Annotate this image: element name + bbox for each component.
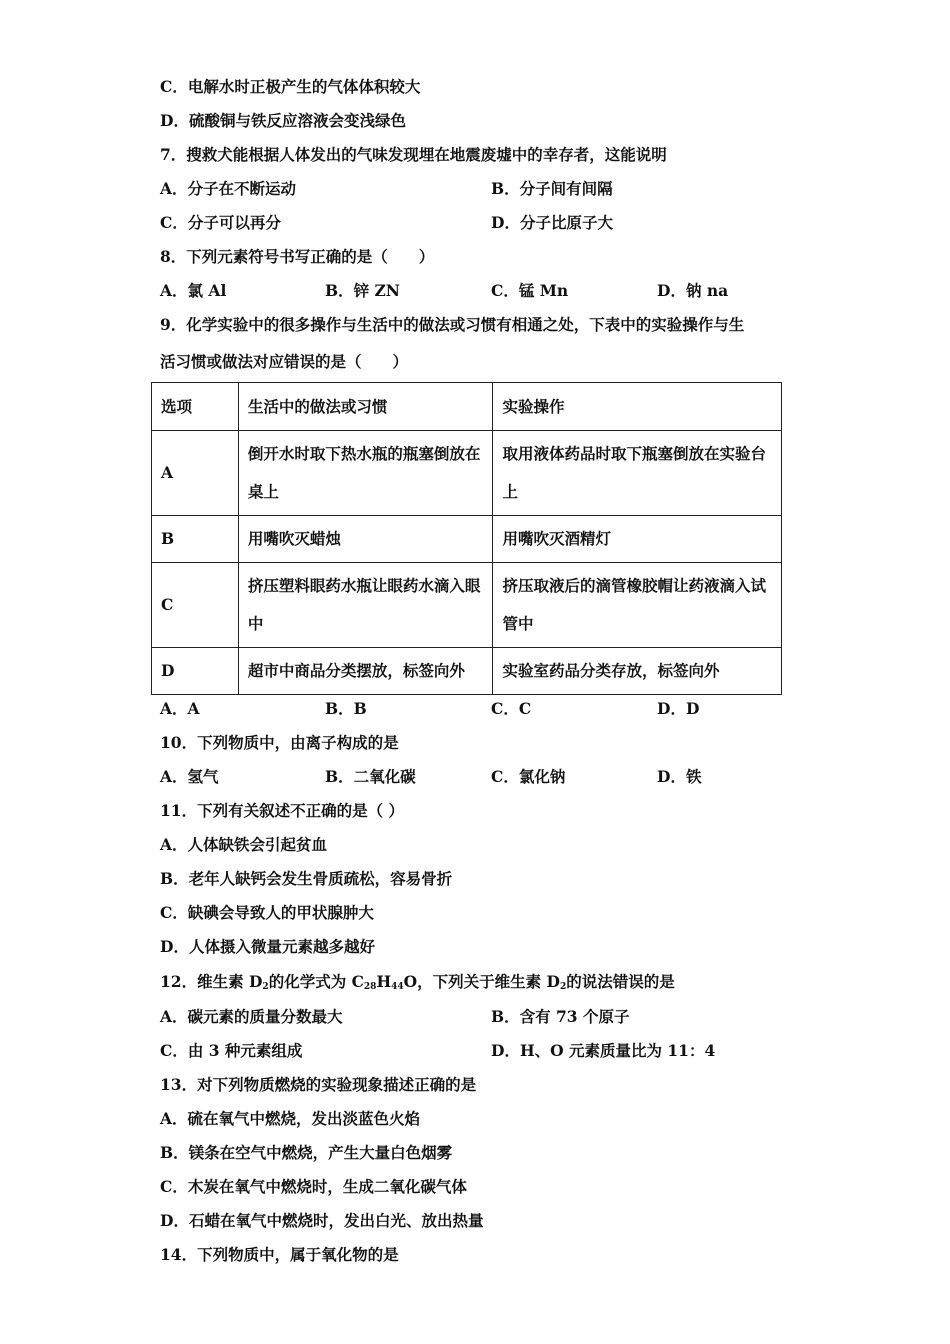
table-cell-option: C <box>152 563 239 648</box>
q9-table <box>151 382 782 695</box>
q13-stem: 13．对下列物质燃烧的实验现象描述正确的是 <box>160 1075 477 1094</box>
q7-option-d: D．分子比原子大 <box>491 213 613 232</box>
q8-option-b: B．锌 ZN <box>325 281 400 300</box>
q12-option-a: A．碳元素的质量分数最大 <box>160 1007 343 1026</box>
table-cell-option: A <box>152 431 239 516</box>
q10-option-c: C．氯化钠 <box>491 767 566 786</box>
table-row <box>152 431 782 516</box>
q6-option-d: D．硫酸铜与铁反应溶液会变浅绿色 <box>160 111 406 130</box>
table-header-experiment: 实验操作 <box>493 383 782 431</box>
q9-stem-line1: 9．化学实验中的很多操作与生活中的做法或习惯有相通之处，下表中的实验操作与生 <box>160 315 745 334</box>
table-header-row <box>152 383 782 431</box>
table-cell-life: 用嘴吹灭蜡烛 <box>238 516 493 563</box>
q10-stem: 10．下列物质中，由离子构成的是 <box>160 733 399 752</box>
q12-option-c: C．由 3 种元素组成 <box>160 1041 303 1060</box>
q10-option-a: A．氢气 <box>160 767 219 786</box>
q6-option-c: C．电解水时正极产生的气体体积较大 <box>160 77 421 96</box>
table-row <box>152 648 782 695</box>
q7-option-a: A．分子在不断运动 <box>160 179 297 198</box>
table-header-life: 生活中的做法或习惯 <box>238 383 493 431</box>
q11-option-c: C．缺碘会导致人的甲状腺肿大 <box>160 903 374 922</box>
q11-option-b: B．老年人缺钙会发生骨质疏松，容易骨折 <box>160 869 453 888</box>
q8-option-c: C．锰 Mn <box>491 281 569 300</box>
q12-option-d: D．H、O 元素质量比为 11：4 <box>491 1041 716 1060</box>
q10-option-d: D．铁 <box>657 767 702 786</box>
table-cell-experiment: 实验室药品分类存放，标签向外 <box>493 648 782 695</box>
q9-option-d: D．D <box>657 699 700 718</box>
q10-option-b: B．二氧化碳 <box>325 767 416 786</box>
q7-stem: 7．搜救犬能根据人体发出的气味发现埋在地震废墟中的幸存者，这能说明 <box>160 145 667 164</box>
q8-option-a: A．氯 Al <box>160 281 227 300</box>
q11-stem: 11．下列有关叙述不正确的是（ ） <box>160 801 404 820</box>
table-header-option: 选项 <box>152 383 239 431</box>
q7-option-c: C．分子可以再分 <box>160 213 281 232</box>
q8-stem: 8．下列元素符号书写正确的是（ ） <box>160 247 435 266</box>
q9-option-c: C．C <box>491 699 532 718</box>
table-cell-life: 超市中商品分类摆放，标签向外 <box>238 648 493 695</box>
table-row <box>152 516 782 563</box>
table-cell-experiment: 挤压取液后的滴管橡胶帽让药液滴入试管中 <box>493 563 782 648</box>
table-cell-experiment: 用嘴吹灭酒精灯 <box>493 516 782 563</box>
q11-option-a: A．人体缺铁会引起贫血 <box>160 835 328 854</box>
table-cell-life: 挤压塑料眼药水瓶让眼药水滴入眼中 <box>238 563 493 648</box>
table-cell-life: 倒开水时取下热水瓶的瓶塞倒放在桌上 <box>238 431 493 516</box>
q9-option-b: B．B <box>325 699 367 718</box>
q13-option-b: B．镁条在空气中燃烧，产生大量白色烟雾 <box>160 1143 453 1162</box>
q13-option-d: D．石蜡在氧气中燃烧时，发出白光、放出热量 <box>160 1211 484 1230</box>
q8-option-d: D．钠 na <box>657 281 729 300</box>
q12-stem: 12．维生素 $D_2$的化学式为 $C_{28}H_{44}O$，下列关于维生素 $D_2$的说法错误的是 <box>160 972 675 992</box>
q11-option-d: D．人体摄入微量元素越多越好 <box>160 937 375 956</box>
q9-option-a: A．A <box>160 699 200 718</box>
q9-stem-line2: 活习惯或做法对应错误的是（ ） <box>160 352 409 371</box>
table-cell-option: D <box>152 648 239 695</box>
table-cell-option: B <box>152 516 239 563</box>
q13-option-c: C．木炭在氧气中燃烧时，生成二氧化碳气体 <box>160 1177 467 1196</box>
q7-option-b: B．分子间有间隔 <box>491 179 613 198</box>
table-cell-experiment: 取用液体药品时取下瓶塞倒放在实验台上 <box>493 431 782 516</box>
table-row <box>152 563 782 648</box>
q12-option-b: B．含有 73 个原子 <box>491 1007 630 1026</box>
q14-stem: 14．下列物质中，属于氧化物的是 <box>160 1245 399 1264</box>
q13-option-a: A．硫在氧气中燃烧，发出淡蓝色火焰 <box>160 1109 421 1128</box>
